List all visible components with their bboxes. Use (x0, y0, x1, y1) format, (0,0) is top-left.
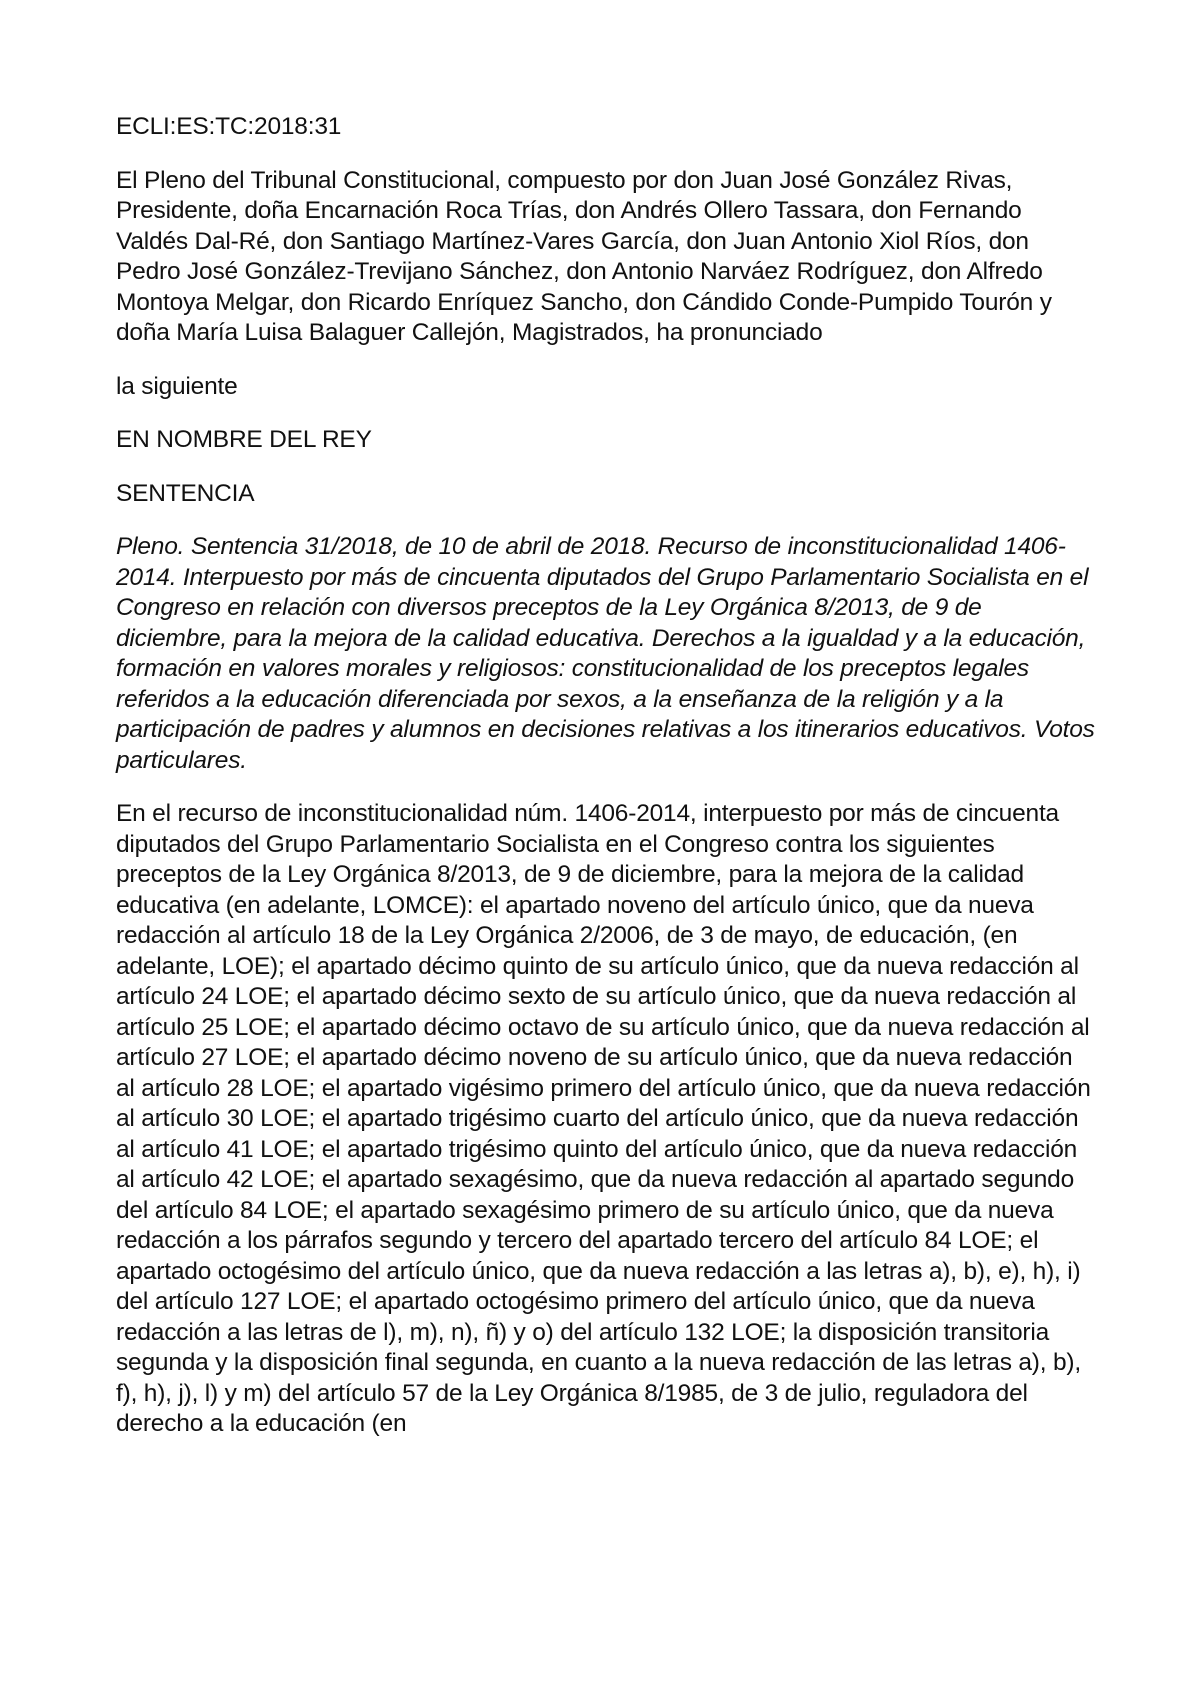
document-page (116, 112, 1096, 1463)
judgment-body-paragraph: En el recurso de inconstitucionalidad núm. 1406-2014, interpuesto por más de cincuenta diputados del Grupo Parlamentario Socialista en el Congreso contra los siguientes preceptos de la Ley Orgánica 8/2013, de 9 de diciembre, para la mejora de la calidad educativa (en adelante, LOMCE): el apartado noveno del artículo único, que da nueva redacción al artículo 18 de la Ley Orgánica 2/2006, de 3 de mayo, de educación, (en adelante, LOE); el apartado décimo quinto de su artículo único, que da nueva redacción al artículo 24 LOE; el apartado décimo sexto de su artículo único, que da nueva redacción al artículo 25 LOE; el apartado décimo octavo de su artículo único, que da nueva redacción al artículo 27 LOE; el apartado décimo noveno de su artículo único, que da nueva redacción al artículo 28 LOE; el apartado vigésimo primero del artículo único, que da nueva redacción al artículo 30 LOE; el apartado trigésimo cuarto del artículo único, que da nueva redacción al artículo 41 LOE; el apartado trigésimo quinto del artículo único, que da nueva redacción al artículo 42 LOE; el apartado sexagésimo, que da nueva redacción al apartado segundo del artículo 84 LOE; el apartado sexagésimo primero de su artículo único, que da nueva redacción a los párrafos segundo y tercero del apartado tercero del artículo 84 LOE; el apartado octogésimo del artículo único, que da nueva redacción a las letras a), b), e), h), i) del artículo 127 LOE; el apartado octogésimo primero del artículo único, que da nueva redacción a las letras de l), m), n), ñ) y o) del artículo 132 LOE; la disposición transitoria segunda y la disposición final segunda, en cuanto a la nueva redacción de las letras a), b), f), h), j), l) y m) del artículo 57 de la Ley Orgánica 8/1985, de 3 de julio, reguladora del derecho a la educación (en (116, 800, 1091, 1437)
sentencia-heading: SENTENCIA (116, 479, 255, 507)
la-siguiente-line: la siguiente (116, 372, 238, 400)
judgment-summary: Pleno. Sentencia 31/2018, de 10 de abril de 2018. Recurso de inconstitucionalidad 1406-2014. Interpuesto por más de cincuenta diputados del Grupo Parlamentario Socialista en el Congreso en relación con diversos preceptos de la Ley Orgánica 8/2013, de 9 de diciembre, para la mejora de la calidad educativa. Derechos a la igualdad y a la educación, formación en valores morales y religiosos: constitucionalidad de los preceptos legales referidos a la educación diferenciada por sexos, a la enseñanza de la religión y a la participación de padres y alumnos en decisiones relativas a los itinerarios educativos. Votos particulares. (116, 533, 1095, 774)
court-composition-paragraph: El Pleno del Tribunal Constitucional, compuesto por don Juan José González Rivas, Presidente, doña Encarnación Roca Trías, don Andrés Ollero Tassara, don Fernando Valdés Dal-Ré, don Santiago Martínez-Vares García, don Juan Antonio Xiol Ríos, don Pedro José González-Trevijano Sánchez, don Antonio Narváez Rodríguez, don Alfredo Montoya Melgar, don Ricardo Enríquez Sancho, don Cándido Conde-Pumpido Tourón y doña María Luisa Balaguer Callejón, Magistrados, ha pronunciado (116, 166, 1052, 346)
en-nombre-del-rey-heading: EN NOMBRE DEL REY (116, 426, 372, 453)
ecli-identifier: ECLI:ES:TC:2018:31 (116, 113, 342, 140)
